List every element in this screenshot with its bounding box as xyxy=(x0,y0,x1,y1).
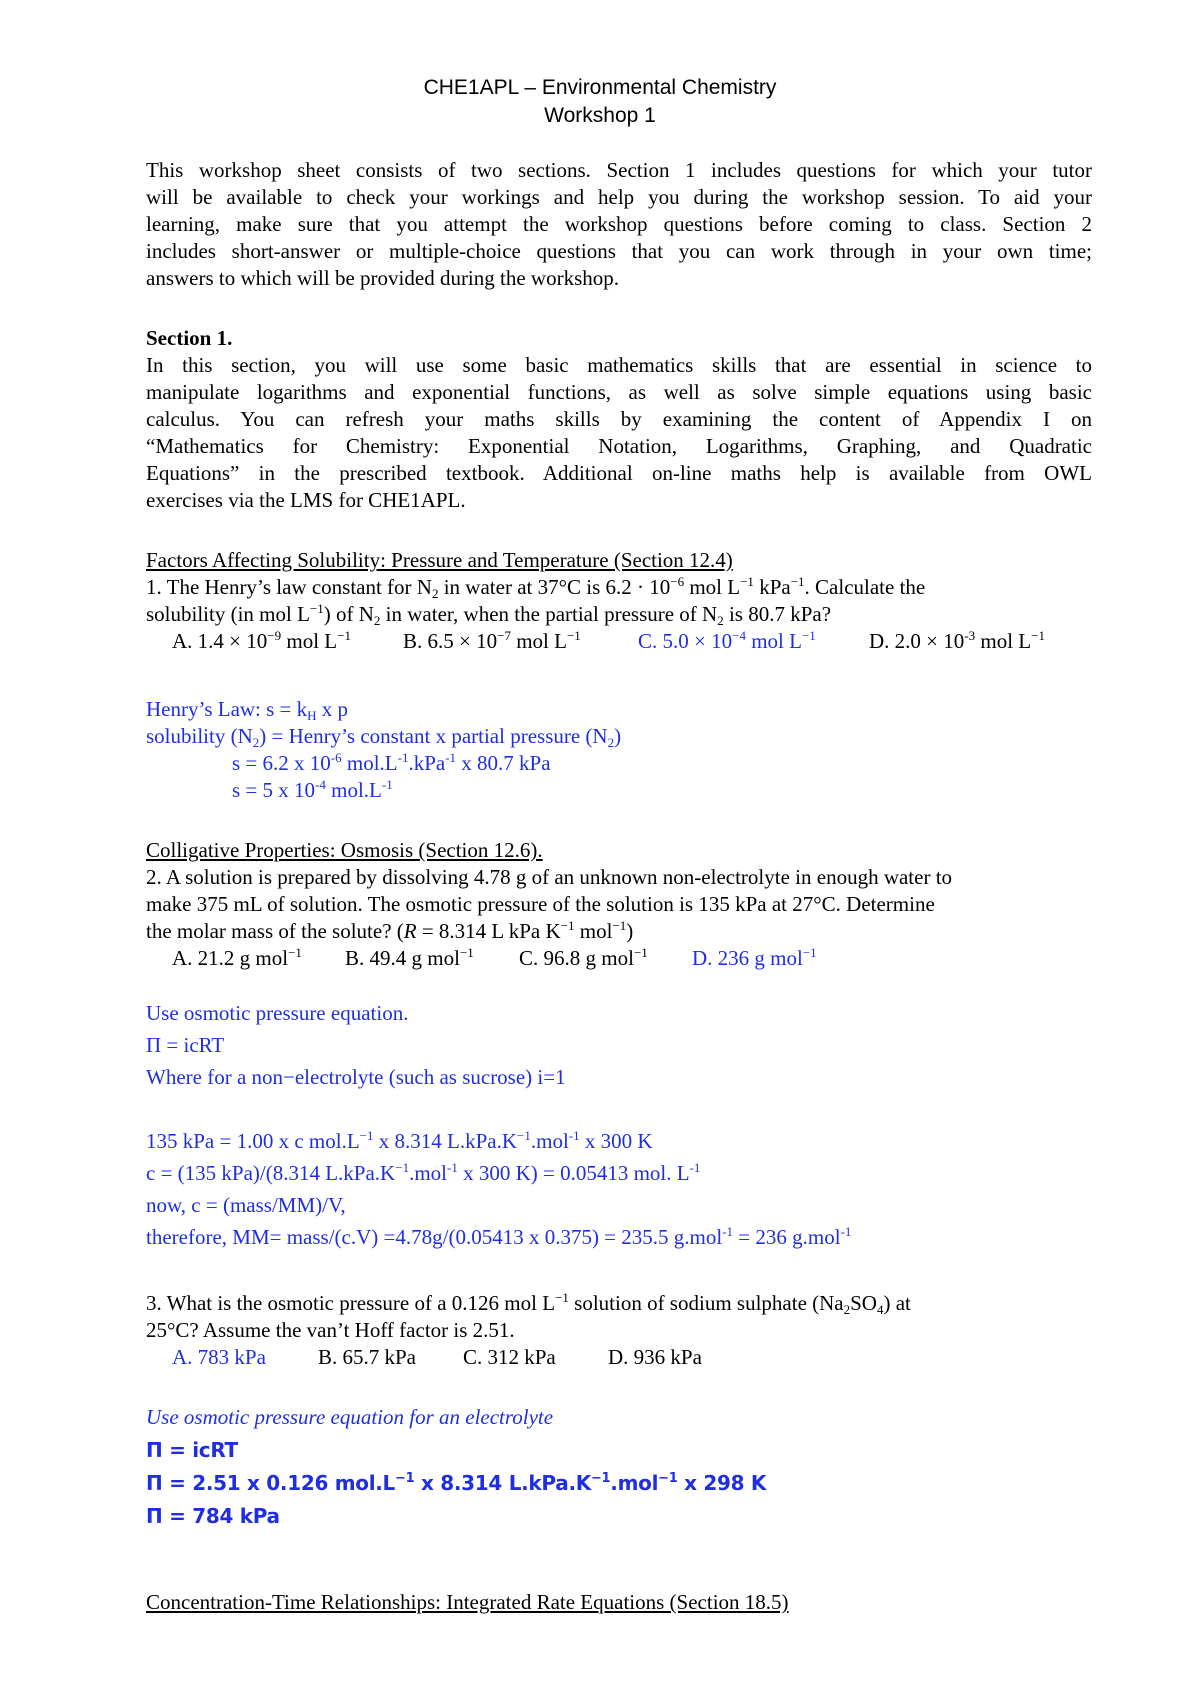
option-b: B. $6.5 \times 10^{-7}$ mol $L^{-1}$ xyxy=(403,628,581,653)
topic-heading: Factors Affecting Solubility: Pressure and Temperature (Section 12.4) xyxy=(146,548,733,572)
question-3-line-1: 3. What is the osmotic pressure of a 0.126 mol $L^{-1}$ solution of sodium sulphate $(Na_2SO_4)$ at xyxy=(146,1290,911,1317)
section1-line: calculus. You can refresh your maths skills by examining the content of Appendix I on xyxy=(146,407,1092,431)
answer-line: Use osmotic pressure equation. xyxy=(146,1001,409,1025)
question-3-line-2: 25°C? Assume the van’t Hoff factor is 2.51. xyxy=(146,1318,515,1342)
answer-line: Π = icRT xyxy=(146,1438,238,1462)
topic-heading: Colligative Properties: Osmosis (Section 12.6). xyxy=(146,838,543,862)
option-c: C. 96.8 g mol$^{-1}$ xyxy=(519,945,648,970)
answer-line: s = 6.2 x $10^{-6}$ $mol.L^{-1}.kPa^{-1}$ x 80.7 kPa xyxy=(232,750,551,775)
intro-line: This workshop sheet consists of two sections. Section 1 includes questions for which your tutor xyxy=(146,158,1092,182)
document-title: CHE1APL – Environmental Chemistry xyxy=(423,76,777,99)
question-1-line-1: 1. The Henry’s law constant for $N_2$ in water at 37°C is $6.2 \cdot 10^{-6}$ mol $L^{-1}$ kPa$^{-1}$. Calculate the xyxy=(146,574,926,601)
option-a: A. $1.4 \times 10^{-9}$ mol $L^{-1}$ xyxy=(172,628,351,653)
option-a-correct: A. 783 kPa xyxy=(172,1345,266,1369)
section1-line: manipulate logarithms and exponential functions, as well as solve simple equations using basic xyxy=(146,380,1092,404)
option-d: D. $2.0 \times 10^{-3}$ mol $L^{-1}$ xyxy=(869,628,1045,653)
section1-line: “Mathematics for Chemistry: Exponential Notation, Logarithms, Graphing, and Quadratic xyxy=(146,434,1092,458)
answer-line: c = (135 kPa)/(8.314 $L.kPa.K^{-1}.mol^{-1}$ x 300 K) = 0.05413 mol. $L^{-1}$ xyxy=(146,1160,701,1185)
document-subtitle: Workshop 1 xyxy=(544,104,656,127)
topic-heading: Concentration-Time Relationships: Integrated Rate Equations (Section 18.5) xyxy=(146,1590,789,1614)
section1-line: In this section, you will use some basic mathematics skills that are essential in science to xyxy=(146,353,1092,377)
answer-line: Henry’s Law: $s = k_H$ x p xyxy=(146,697,349,723)
answer-line: 135 kPa = 1.00 x c $mol.L^{-1}$ x 8.314 $L.kPa.K^{-1}.mol^{-1}$ x 300 K xyxy=(146,1128,653,1153)
question-1-line-2: solubility (in mol $L^{-1}$) of $N_2$ in water, when the partial pressure of $N_2$ is 80.7 kPa? xyxy=(146,601,832,628)
section-heading: Section 1. xyxy=(146,326,233,350)
section1-line: exercises via the LMS for CHE1APL. xyxy=(146,488,466,512)
question-2-line-1: 2. A solution is prepared by dissolving 4.78 g of an unknown non-electrolyte in enough water to xyxy=(146,865,953,889)
option-d-correct: D. 236 g mol$^{-1}$ xyxy=(692,945,817,970)
option-c: C. 312 kPa xyxy=(463,1345,556,1369)
option-b: B. 49.4 g mol$^{-1}$ xyxy=(345,945,474,970)
option-a: A. 21.2 g mol$^{-1}$ xyxy=(172,945,302,970)
question-2-line-2: make 375 mL of solution. The osmotic pressure of the solution is 135 kPa at 27°C. Determine xyxy=(146,892,935,916)
answer-line: solubility $(N_2)$ = Henry’s constant x partial pressure $(N_2)$ xyxy=(146,724,622,750)
answer-line: Where for a non−electrolyte (such as sucrose) i=1 xyxy=(146,1065,566,1089)
answer-line: Π = icRT xyxy=(146,1033,225,1057)
answer-line: now, c = (mass/MM)/V, xyxy=(146,1193,346,1217)
intro-line: answers to which will be provided during the workshop. xyxy=(146,266,620,290)
answer-line: Π = 784 kPa xyxy=(146,1504,280,1528)
answer-line: Use osmotic pressure equation for an electrolyte xyxy=(146,1405,554,1429)
intro-line: includes short-answer or multiple-choice questions that you can work through in your own time; xyxy=(146,239,1092,263)
answer-line: therefore, MM= mass/(c.V) =4.78g/(0.05413 x 0.375) = 235.5 g.mol$^{-1}$ = 236 g.mol$^{-1}$ xyxy=(146,1224,852,1249)
answer-line: s = 5 x $10^{-4}$ $mol.L^{-1}$ xyxy=(232,777,393,802)
section1-line: Equations” in the prescribed textbook. Additional on-line maths help is available from OWL xyxy=(146,461,1092,485)
option-c-correct: C. $5.0 \times 10^{-4}$ mol $L^{-1}$ xyxy=(638,628,816,653)
question-2-line-3: the molar mass of the solute? (R = 8.314 L kPa $K^{-1}$ mol$^{-1}$) xyxy=(146,918,634,943)
option-d: D. 936 kPa xyxy=(608,1345,702,1369)
answer-line: Π = 2.51 x 0.126 $mol.L^{-1}$ x 8.314 $L.kPa.K^{-1}.mol^{-1}$ x 298 K xyxy=(146,1471,767,1495)
intro-line: will be available to check your workings and help you during the workshop session. To aid your xyxy=(146,185,1092,209)
option-b: B. 65.7 kPa xyxy=(318,1345,417,1369)
intro-line: learning, make sure that you attempt the workshop questions before coming to class. Section 2 xyxy=(146,212,1092,236)
